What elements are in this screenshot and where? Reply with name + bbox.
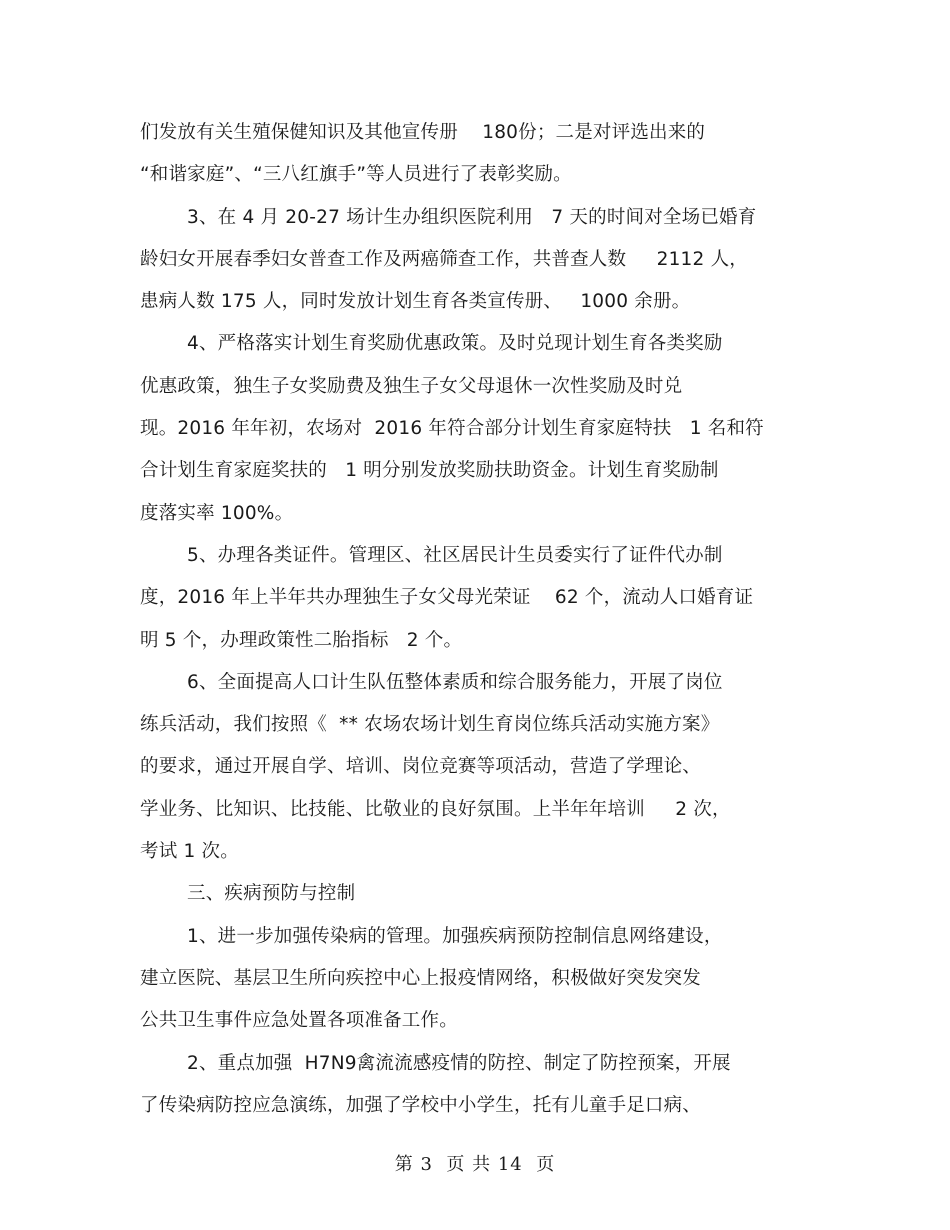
text-line: 学业务、比知识、比技能、比敬业的良好氛围。上半年年培训 2 次， bbox=[140, 798, 731, 820]
text-line: 练兵活动，我们按照《 ** 农场农场计划生育岗位练兵活动实施方案》 bbox=[140, 714, 720, 736]
text-line: 3、在 4 月 20-27 场计生办组织医院利用 7 天的时间对全场已婚育 bbox=[187, 206, 757, 228]
text-line: “和谐家庭”、“三八红旗手”等人员进行了表彰奖励。 bbox=[140, 164, 572, 186]
text-line: 2、重点加强 H7N9禽流流感疫情的防控、制定了防控预案，开展 bbox=[187, 1052, 731, 1074]
text-line: 现。2016 年年初，农场对 2016 年符合部分计划生育家庭特扶 1 名和符 bbox=[140, 418, 764, 440]
text-line: 龄妇女开展春季妇女普查工作及两癌筛查工作，共普查人数 2112 人， bbox=[140, 248, 748, 270]
text-line: 患病人数 175 人，同时发放计划生育各类宣传册、 1000 余册。 bbox=[140, 291, 691, 313]
text-line: 1、进一步加强传染病的管理。加强疾病预防控制信息网络建设， bbox=[187, 925, 723, 947]
page-number-footer: 第 3 页 共 14 页 bbox=[394, 1154, 556, 1175]
text-line: 的要求，通过开展自学、培训、岗位竞赛等项活动，营造了学理论、 bbox=[140, 756, 702, 778]
text-line: 度落实率 100%。 bbox=[140, 502, 294, 524]
section-heading: 三、疾病预防与控制 bbox=[187, 883, 356, 905]
text-line: 了传染病防控应急演练，加强了学校中小学生，托有儿童手足口病、 bbox=[140, 1094, 702, 1116]
text-line: 优惠政策，独生子女奖励费及独生子女父母退休一次性奖励及时兑 bbox=[140, 375, 683, 397]
text-line: 们发放有关生殖保健知识及其他宣传册 180份；二是对评选出来的 bbox=[140, 122, 706, 143]
text-line: 5、办理各类证件。管理区、社区居民计生员委实行了证件代办制 bbox=[187, 544, 723, 566]
text-line: 建立医院、基层卫生所向疾控中心上报疫情网络，积极做好突发突发 bbox=[140, 967, 702, 989]
document-body bbox=[0, 112, 950, 1127]
text-line: 6、全面提高人口计生队伍整体素质和综合服务能力，开展了岗位 bbox=[187, 671, 723, 693]
text-line: 公共卫生事件应急处置各项准备工作。 bbox=[140, 1010, 458, 1032]
text-line: 4、严格落实计划生育奖励优惠政策。及时兑现计划生育各类奖励 bbox=[187, 333, 723, 355]
text-line: 明 5 个，办理政策性二胎指标 2 个。 bbox=[140, 629, 463, 651]
text-line: 合计划生育家庭奖扶的 1 明分别发放奖励扶助资金。计划生育奖励制 bbox=[140, 460, 719, 482]
text-line: 度，2016 年上半年共办理独生子女父母光荣证 62 个，流动人口婚育证 bbox=[140, 587, 754, 609]
text-line: 考试 1 次。 bbox=[140, 841, 239, 863]
